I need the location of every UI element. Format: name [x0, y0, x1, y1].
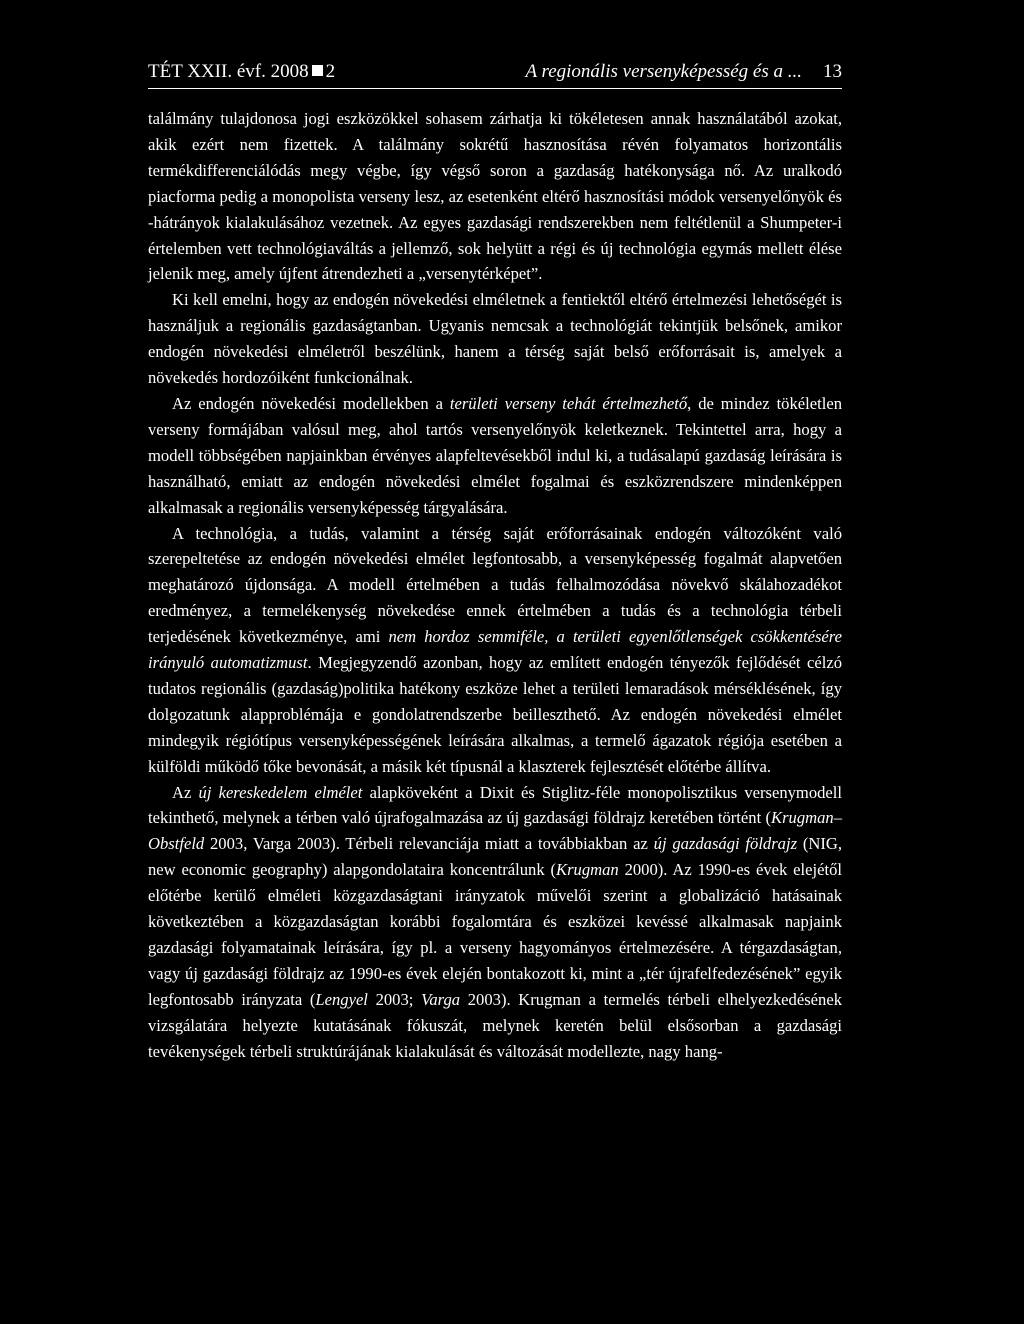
- italic-text: Lengyel: [315, 989, 368, 1009]
- italic-text: Krugman–Obstfeld: [148, 808, 842, 854]
- text-run: 2000). Az 1990-es évek elejétől előtérbe kerülő elméleti közgazdaságtani irányzatok művelői szerint a globalizáció hatásainak következtében a közgazdaságtan korábbi fogalomtára és eszközei kevéssé alkalmasak napjaink gazdasági folyamatainak leírására, így pl. a verseny hagyományos értelmezésére. A térgazdaságtan, vagy új gazdasági földrajz az 1990-es évek elején bontakozott ki, mint a „tér újrafelfedezésének” egyik legfontosabb irányzata (: [148, 860, 842, 1009]
- issue-number: 2: [325, 61, 336, 82]
- square-bullet-icon: [312, 65, 323, 76]
- text-run: , de mindez tökéletlen verseny formájában valósul meg, ahol tartós versenyelőnyök keletkeznek. Tekintettel arra, hogy a modell többségében napjainkban érvényes alapfeltevésekből indul ki, a tudásalapú gazdaság leírására is használható, emiatt az endogén növekedési elmélet fogalmai és eszközrendszere mindenképpen alkalmasak a regionális versenyképesség tárgyalására.: [148, 393, 842, 517]
- text-run: találmány tulajdonosa jogi eszközökkel sohasem zárhatja ki tökéletesen annak használatából azokat, akik ezért nem fizettek. A találmány sokrétű hasznosítása révén folyamatos horizontális termékdifferenciálódás megy végbe, így végső soron a gazdaság hatékonysága nő. Az uralkodó piacforma pedig a monopolista verseny lesz, az esetenként eltérő hasznosítási módok versenyelőnyök és -hátrányok kialakulásához vezetnek. Az egyes gazdasági rendszerekben nem feltétlenül a Shumpeter-i értelemben vett technológiaváltás a jellemző, sok helyütt a régi és új technológia egymás mellett élése jelenik meg, amely újfent átrendezheti a „versenytérképet”.: [148, 109, 842, 284]
- italic-text: nem hordoz semmiféle, a területi egyenlőtlenségek csökkentésére irányuló automatizmust: [148, 627, 842, 673]
- body-text: [148, 106, 842, 1065]
- text-run: alapköveként a Dixit és Stiglitz-féle monopolisztikus versenymodell tekinthető, melynek a térben való újrafogalmazása az új gazdasági földrajz keretében történt (: [148, 782, 843, 828]
- text-run: A technológia, a tudás, valamint a térség saját erőforrásainak endogén változóként való szerepeltetése az endogén növekedési elmélet legfontosabb, a versenyképesség fogalmát alapvetően meghatározó újdonsága. A modell értelmében a tudás felhalmozódása növekvő skálahozadékot eredményez, a termelékenység növekedése ennek értelmében a tudás és a technológia térbeli terjedésének következménye, ami: [148, 523, 842, 647]
- text-run: Az endogén növekedési modellekben a: [172, 393, 450, 413]
- italic-text: új kereskedelem elmélet: [198, 782, 363, 802]
- text-run: Az: [172, 782, 199, 802]
- text-run: . Megjegyzendő azonban, hogy az említett endogén tényezők fejlődését célzó tudatos regionális (gazdaság)politika hatékony eszköze lehet a területi lemaradások mérséklésének, így dolgozatunk alapproblémája e gondolatrendszerbe beilleszthető. Az endogén növekedési elmélet mindegyik régiótípus versenyképességének leírására alkalmas, a termelő ágazatok régiója esetében a külföldi működő tőke bevonását, a másik két típusnál a klaszterek fejlesztését előtérbe állítva.: [148, 653, 842, 776]
- paragraph: [148, 521, 842, 780]
- paragraph: [148, 780, 842, 1065]
- italic-text: területi verseny tehát értelmezhető: [449, 393, 688, 413]
- running-title: A regionális versenyképesség és a ...: [525, 61, 802, 82]
- text-run: 2003). Krugman a termelés térbeli elhelyezkedésének vizsgálatára helyezte kutatásának fókuszát, melynek keretén belül elsősorban a gazdasági tevékenységek térbeli struktúrájának kialakulását és változását modellezte, nagy hang-: [148, 989, 842, 1061]
- text-run: 2003, Varga 2003). Térbeli relevanciája miatt a továbbiakban az: [204, 834, 654, 854]
- text-run: 2003;: [367, 989, 422, 1009]
- journal-info: [148, 58, 335, 86]
- text-run: Ki kell emelni, hogy az endogén növekedési elméletnek a fentiektől eltérő értelmezési lehetőségét is használjuk a regionális gazdaságtanban. Ugyanis nemcsak a technológiát tekintjük belsőnek, amikor endogén növekedési elméletről beszélünk, hanem a térség saját belső erőforrásait is, amelyek a növekedés hordozóiként funkcionálnak.: [148, 290, 842, 388]
- italic-text: Krugman: [556, 860, 619, 880]
- paragraph: [148, 106, 842, 287]
- paragraph: [148, 287, 842, 391]
- paragraph: [148, 391, 842, 521]
- italic-text: Varga: [421, 989, 461, 1009]
- italic-text: új gazdasági földrajz: [653, 834, 798, 854]
- page-number: 13: [823, 61, 842, 82]
- text-run: (NIG, new economic geography) alapgondolataira koncentrálunk (: [148, 834, 842, 880]
- running-header: [148, 58, 842, 89]
- journal-name: TÉT XXII. évf. 2008: [148, 61, 309, 82]
